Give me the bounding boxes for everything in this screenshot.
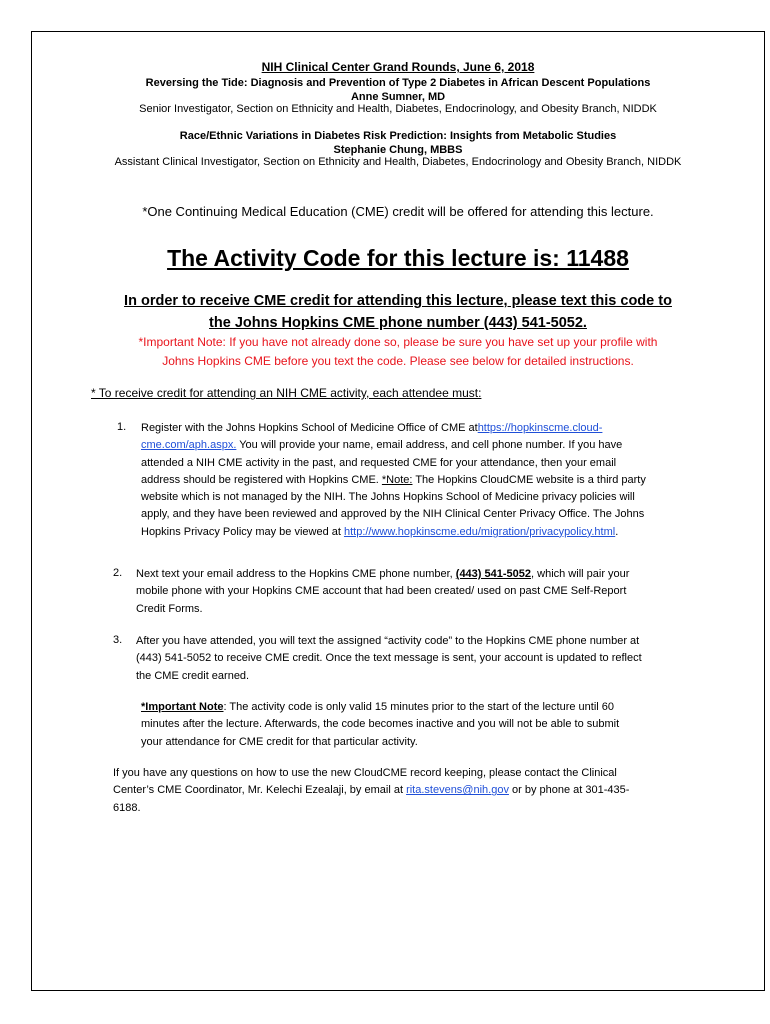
step-2-number: 2. <box>113 567 123 579</box>
activity-code-heading: The Activity Code for this lecture is: 11488 <box>167 245 629 271</box>
contact-email-link[interactable]: rita.stevens@nih.gov <box>406 784 509 797</box>
contact-paragraph: If you have any questions on how to use the new CloudCME record keeping, please contact the Clinical Center’s CME Coordinator, Mr. Kelechi Ezealaji, by email at rita.stevens@nih.gov or by phone at 301-435- 6188. <box>113 767 630 814</box>
step-1-text: Register with the Johns Hopkins School of Medicine Office of CME athttps://hopkinscme.cloud- cme.com/aph.aspx. You will provide your name, email address, and cell phone number. If you have attended a NIH CME activity in the past, and requested CME for your attendance, then your email address should be registered with Hopkins CME. *Note: The Hopkins CloudCME website is a third party website which is not managed by the NIH. The Johns Hopkins School of Medicine privacy policies will apply, and they have been reviewed and approved by the NIH Clinical Center Privacy Office. The Johns Hopkins Privacy Policy may be viewed at http://www.hopkinscme.edu/migration/privacypolicy.html. <box>141 422 646 538</box>
talk2-speaker: Stephanie Chung, MBBS <box>333 144 463 156</box>
privacy-policy-link[interactable]: http://www.hopkinscme.edu/migration/privacypolicy.html <box>343 525 616 538</box>
note-label: *Note: <box>381 473 413 486</box>
instruction-text <box>31 290 765 334</box>
attendee-requirements-heading: * To receive credit for attending an NIH CME activity, each attendee must: <box>91 386 482 400</box>
talk1-affiliation: Senior Investigator, Section on Ethnicity and Health, Diabetes, Endocrinology, and Obesity Branch, NIDDK <box>139 103 657 115</box>
talk2-affiliation: Assistant Clinical Investigator, Section on Ethnicity and Health, Diabetes, Endocrinology and Obesity Branch, NIDDK <box>114 156 682 168</box>
talk1-title: Reversing the Tide: Diagnosis and Prevention of Type 2 Diabetes in African Descent Populations <box>145 77 651 89</box>
important-note: *Important Note: The activity code is only valid 15 minutes prior to the start of the lecture until 60 minutes after the lecture. Afterwards, the code becomes inactive and you will not be able to submit your attendance for CME credit for that particular activity. <box>141 701 620 748</box>
cloudcme-link[interactable]: https://hopkinscme.cloud- <box>477 422 603 434</box>
instruction-line-2: the Johns Hopkins CME phone number (443) 541-5052. <box>209 315 587 331</box>
step-1-number: 1. <box>117 421 127 433</box>
step-2-text: Next text your email address to the Hopkins CME phone number, (443) 541-5052, which will pair your mobile phone with your Hopkins CME account that had been created/ used on past CME Self-Report Credit Forms. <box>136 568 630 615</box>
cme-phone-number: (443) 541-5052 <box>455 568 532 580</box>
cloudcme-link-continued[interactable]: cme.com/aph.aspx. <box>141 439 237 452</box>
step-3-number: 3. <box>113 634 123 646</box>
event-title: NIH Clinical Center Grand Rounds, June 6, 2018 <box>261 60 535 74</box>
talk1-speaker: Anne Sumner, MD <box>350 91 446 103</box>
important-warning <box>31 333 765 371</box>
important-warning-line-1: *Important Note: If you have not already done so, please be sure you have set up your profile with <box>138 335 658 349</box>
step-3-text: After you have attended, you will text the assigned “activity code” to the Hopkins CME phone number at (443) 541-5052 to receive CME credit. Once the text message is sent, your account is updated to reflect the CME credit earned. <box>136 635 642 682</box>
cme-credit-note: *One Continuing Medical Education (CME) credit will be offered for attending this lecture. <box>142 204 654 219</box>
important-warning-line-2: Johns Hopkins CME before you text the code. Please see below for detailed instructions. <box>162 354 634 368</box>
instruction-line-1: In order to receive CME credit for attending this lecture, please text this code to <box>124 293 672 309</box>
important-note-label: *Important Note <box>141 701 224 713</box>
talk2-title: Race/Ethnic Variations in Diabetes Risk Prediction: Insights from Metabolic Studies <box>179 130 617 142</box>
